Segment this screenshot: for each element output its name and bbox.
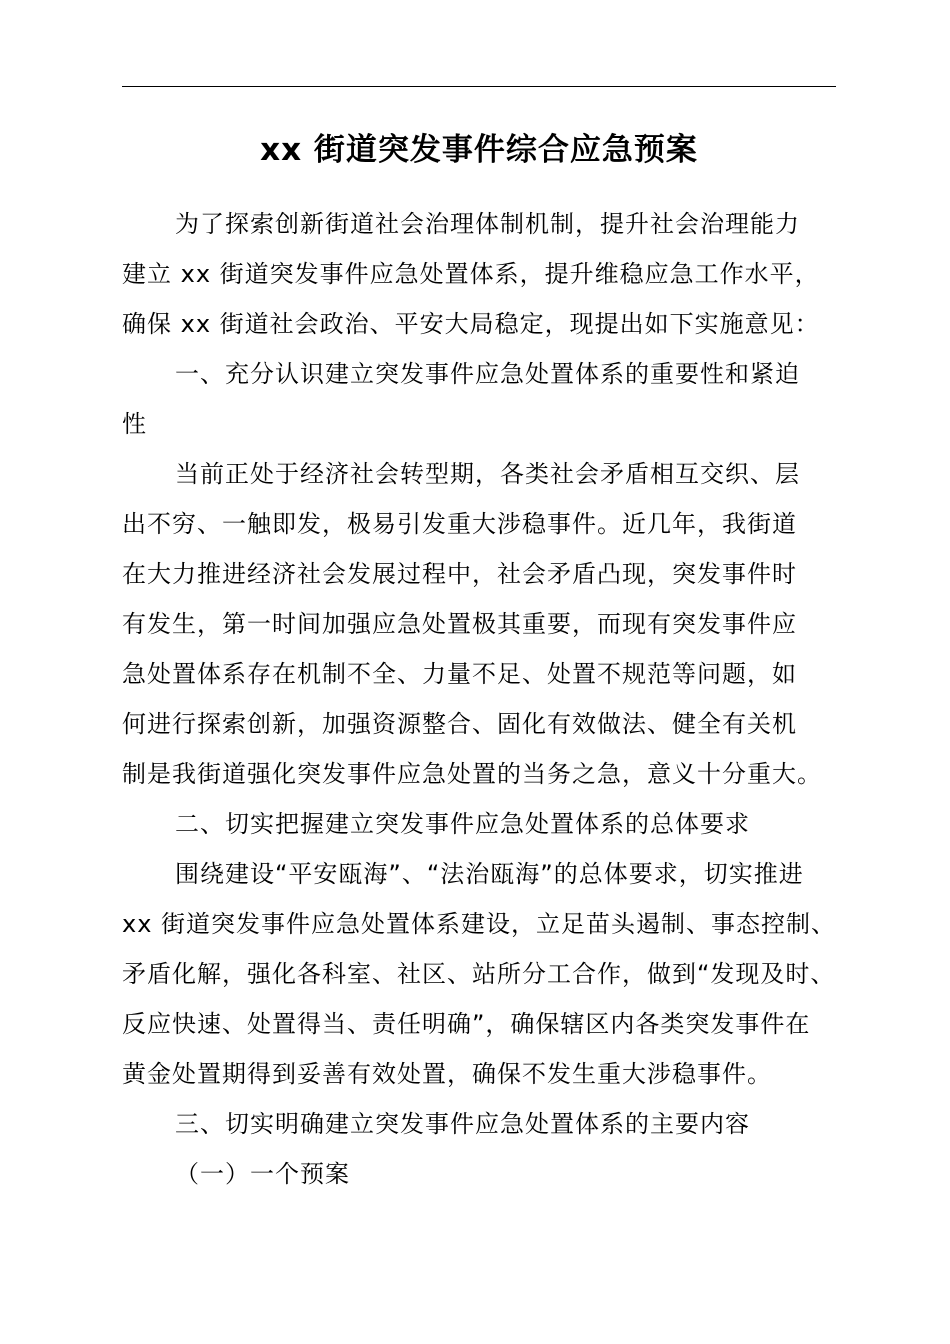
section-heading-2: 二、切实把握建立突发事件应急处置体系的总体要求 (175, 810, 750, 838)
paragraph-line: xx 街道突发事件应急处置体系建设，立足苗头遏制、事态控制、 (122, 910, 837, 938)
paragraph-line: 何进行探索创新，加强资源整合、固化有效做法、健全有关机 (122, 710, 797, 738)
paragraph-line: 制是我街道强化突发事件应急处置的当务之急，意义十分重大。 (122, 760, 822, 788)
document-body (122, 199, 836, 1199)
section-heading-3: 三、切实明确建立突发事件应急处置体系的主要内容 (175, 1110, 750, 1138)
document-title: xx 街道突发事件综合应急预案 (260, 132, 698, 168)
subsection-heading: （一）一个预案 (175, 1160, 350, 1188)
paragraph-line: 为了探索创新街道社会治理体制机制，提升社会治理能力 (175, 210, 800, 238)
paragraph-line: 出不穷、一触即发，极易引发重大涉稳事件。近几年，我街道 (122, 510, 797, 538)
paragraph-line: 矛盾化解，强化各科室、社区、站所分工合作，做到“发现及时、 (122, 960, 836, 988)
paragraph-line: 反应快速、处置得当、责任明确”，确保辖区内各类突发事件在 (122, 1010, 811, 1038)
paragraph-line: 急处置体系存在机制不全、力量不足、处置不规范等问题，如 (122, 660, 797, 688)
paragraph-line: 有发生，第一时间加强应急处置极其重要，而现有突发事件应 (122, 610, 797, 638)
paragraph-line: 在大力推进经济社会发展过程中，社会矛盾凸现，突发事件时 (122, 560, 797, 588)
paragraph-line: 黄金处置期得到妥善有效处置，确保不发生重大涉稳事件。 (122, 1060, 772, 1088)
paragraph-line: 确保 xx 街道社会政治、平安大局稳定，现提出如下实施意见： (122, 310, 820, 338)
paragraph-line: 建立 xx 街道突发事件应急处置体系，提升维稳应急工作水平， (122, 260, 820, 288)
section-heading-1: 一、充分认识建立突发事件应急处置体系的重要性和紧迫 (175, 360, 800, 388)
paragraph-line: 围绕建设“平安瓯海”、“法治瓯海”的总体要求，切实推进 (175, 860, 804, 888)
paragraph-line: 当前正处于经济社会转型期，各类社会矛盾相互交织、层 (175, 460, 800, 488)
section-heading-1-cont: 性 (122, 410, 147, 438)
header-rule (122, 86, 836, 87)
